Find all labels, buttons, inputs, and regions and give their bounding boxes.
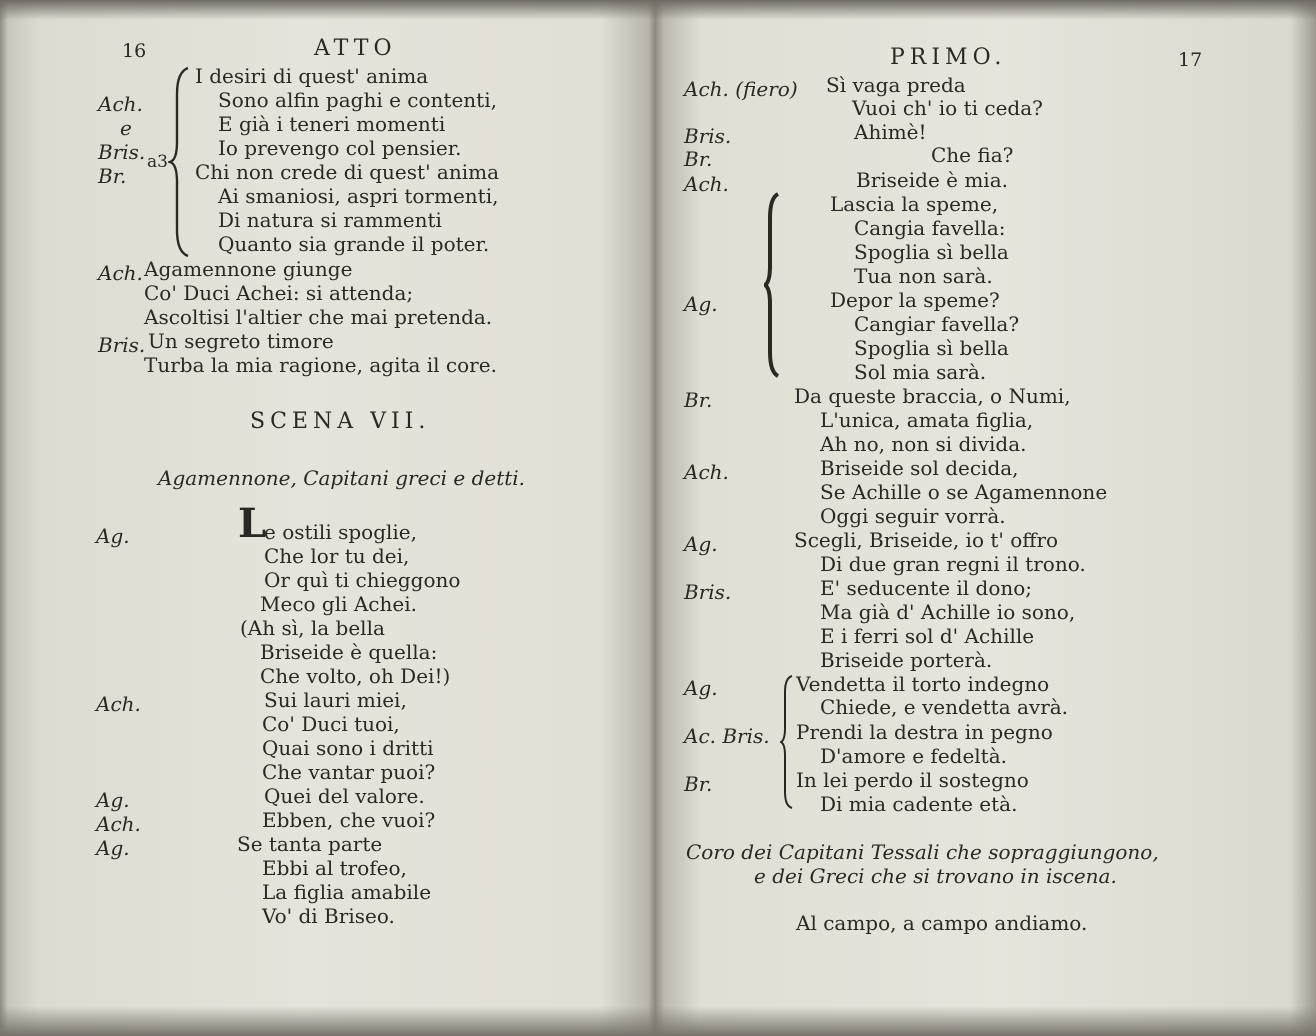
verse-line: Co' Duci Achei: si attenda;	[144, 281, 414, 305]
verse-line: Cangia favella:	[854, 216, 1006, 240]
speaker-label: Bris.	[684, 580, 732, 604]
verse-line: Se tanta parte	[237, 832, 383, 856]
verse-line: Di natura si rammenti	[218, 208, 442, 232]
right-page	[660, 0, 1316, 1036]
left-running-head: ATTO	[314, 36, 397, 61]
verse-line: Turba la mia ragione, agita il core.	[144, 353, 497, 377]
verse-line: E i ferri sol d' Achille	[820, 624, 1035, 648]
right-brace-trio	[780, 672, 796, 812]
verse-line: Chiede, e vendetta avrà.	[820, 695, 1069, 719]
verse-line: Ahimè!	[854, 120, 927, 144]
a3-mark: a3	[147, 152, 168, 172]
verse-line: Scegli, Briseide, io t' offro	[794, 528, 1059, 552]
verse-line: Un segreto timore	[148, 329, 334, 353]
left-page-number: 16	[122, 40, 147, 62]
scene-title: SCENA VII.	[250, 409, 431, 434]
verse-line: Ascoltisi l'altier che mai pretenda.	[144, 305, 493, 329]
verse-line: Che lor tu dei,	[264, 544, 410, 568]
verse-line: Ma già d' Achille io sono,	[820, 600, 1076, 624]
verse-line: Tua non sarà.	[854, 264, 993, 288]
verse-line: Co' Duci tuoi,	[262, 712, 400, 736]
speaker-label: Ag.	[96, 836, 130, 860]
verse-line: Se Achille o se Agamennone	[820, 480, 1108, 504]
final-line: Al campo, a campo andiamo.	[796, 911, 1088, 935]
verse-line: E' seducente il dono;	[820, 576, 1033, 600]
verse-line: L'unica, amata figlia,	[820, 408, 1034, 432]
chorus-direction-2: e dei Greci che si trovano in iscena.	[754, 864, 1117, 888]
verse-line: Che fia?	[931, 143, 1014, 167]
verse-line: Da queste braccia, o Numi,	[794, 384, 1071, 408]
speaker-label: e	[120, 116, 132, 140]
speaker-label: Bris.	[98, 140, 146, 164]
left-page	[0, 0, 652, 1036]
verse-line: Quei del valore.	[264, 784, 425, 808]
verse-line: E già i teneri momenti	[218, 112, 446, 136]
verse-line: Ebben, che vuoi?	[262, 808, 436, 832]
verse-line: Prendi la destra in pegno	[796, 720, 1053, 744]
verse-line: Agamennone giunge	[144, 257, 353, 281]
verse-line: In lei perdo il sostegno	[796, 768, 1029, 792]
verse-line: Vo' di Briseo.	[262, 904, 395, 928]
verse-line: Vuoi ch' io ti ceda?	[852, 96, 1043, 120]
verse-line: Sono alfin paghi e contenti,	[218, 88, 497, 112]
speaker-label: Ach. (fiero)	[684, 77, 798, 101]
speaker-label: Ach.	[684, 460, 729, 484]
verse-line: Spoglia sì bella	[854, 240, 1009, 264]
verse-line: Di mia cadente età.	[820, 792, 1018, 816]
verse-line: Cangiar favella?	[854, 312, 1020, 336]
left-brace	[168, 64, 192, 260]
speaker-label: Br.	[684, 772, 713, 796]
verse-line: e ostili spoglie,	[264, 520, 417, 544]
right-page-number: 17	[1178, 49, 1203, 71]
verse-line: Briseide è mia.	[856, 168, 1008, 192]
verse-line: Io prevengo col pensier.	[218, 136, 462, 160]
verse-line: Che volto, oh Dei!)	[260, 664, 451, 688]
speaker-label: Ach.	[96, 692, 141, 716]
verse-line: Di due gran regni il trono.	[820, 552, 1086, 576]
speaker-label: Ag.	[96, 788, 130, 812]
verse-line: Che vantar puoi?	[262, 760, 436, 784]
speaker-label: Br.	[98, 164, 127, 188]
verse-line: Sui lauri miei,	[264, 688, 407, 712]
verse-line: Sol mia sarà.	[854, 360, 987, 384]
drop-cap: L	[238, 500, 267, 547]
chorus-direction-1: Coro dei Capitani Tessali che sopraggiungono,	[686, 840, 1159, 864]
verse-line: Spoglia sì bella	[854, 336, 1009, 360]
verse-line: La figlia amabile	[262, 880, 432, 904]
verse-line: Quai sono i dritti	[262, 736, 434, 760]
verse-line: Ah no, non si divida.	[820, 432, 1027, 456]
verse-line: Chi non crede di quest' anima	[195, 160, 500, 184]
speaker-label: Ag.	[684, 676, 718, 700]
verse-line: I desiri di quest' anima	[195, 64, 429, 88]
speaker-label: Bris.	[684, 124, 732, 148]
speaker-label: Ag.	[684, 532, 718, 556]
verse-line: D'amore e fedeltà.	[820, 744, 1008, 768]
speaker-label: Ag.	[96, 524, 130, 548]
verse-line: Lascia la speme,	[830, 192, 999, 216]
verse-line: Sì vaga preda	[826, 73, 966, 97]
verse-line: Or quì ti chieggono	[264, 568, 461, 592]
speaker-label: Ach.	[96, 812, 141, 836]
speaker-label: Br.	[684, 147, 713, 171]
verse-line: Meco gli Achei.	[260, 592, 417, 616]
verse-line: (Ah sì, la bella	[240, 616, 385, 640]
speaker-label: Bris.	[98, 333, 146, 357]
verse-line: Vendetta il torto indegno	[796, 672, 1050, 696]
verse-line: Ebbi al trofeo,	[262, 856, 407, 880]
verse-line: Quanto sia grande il poter.	[218, 232, 490, 256]
verse-line: Briseide porterà.	[820, 648, 993, 672]
verse-line: Ai smaniosi, aspri tormenti,	[218, 184, 499, 208]
verse-line: Briseide sol decida,	[820, 456, 1019, 480]
speaker-label: Ag.	[684, 292, 718, 316]
speaker-label: Ach.	[98, 92, 143, 116]
scene-characters: Agamennone, Capitani greci e detti.	[158, 466, 526, 490]
speaker-label: Ach.	[684, 172, 729, 196]
speaker-label: Br.	[684, 388, 713, 412]
speaker-label: Ach.	[98, 261, 143, 285]
speaker-label: Ac. Bris.	[684, 724, 770, 748]
verse-line: Briseide è quella:	[260, 640, 438, 664]
right-running-head: PRIMO.	[890, 45, 1007, 70]
verse-line: Oggi seguir vorrà.	[820, 504, 1006, 528]
right-brace-duet	[764, 192, 784, 378]
verse-line: Depor la speme?	[830, 288, 1000, 312]
